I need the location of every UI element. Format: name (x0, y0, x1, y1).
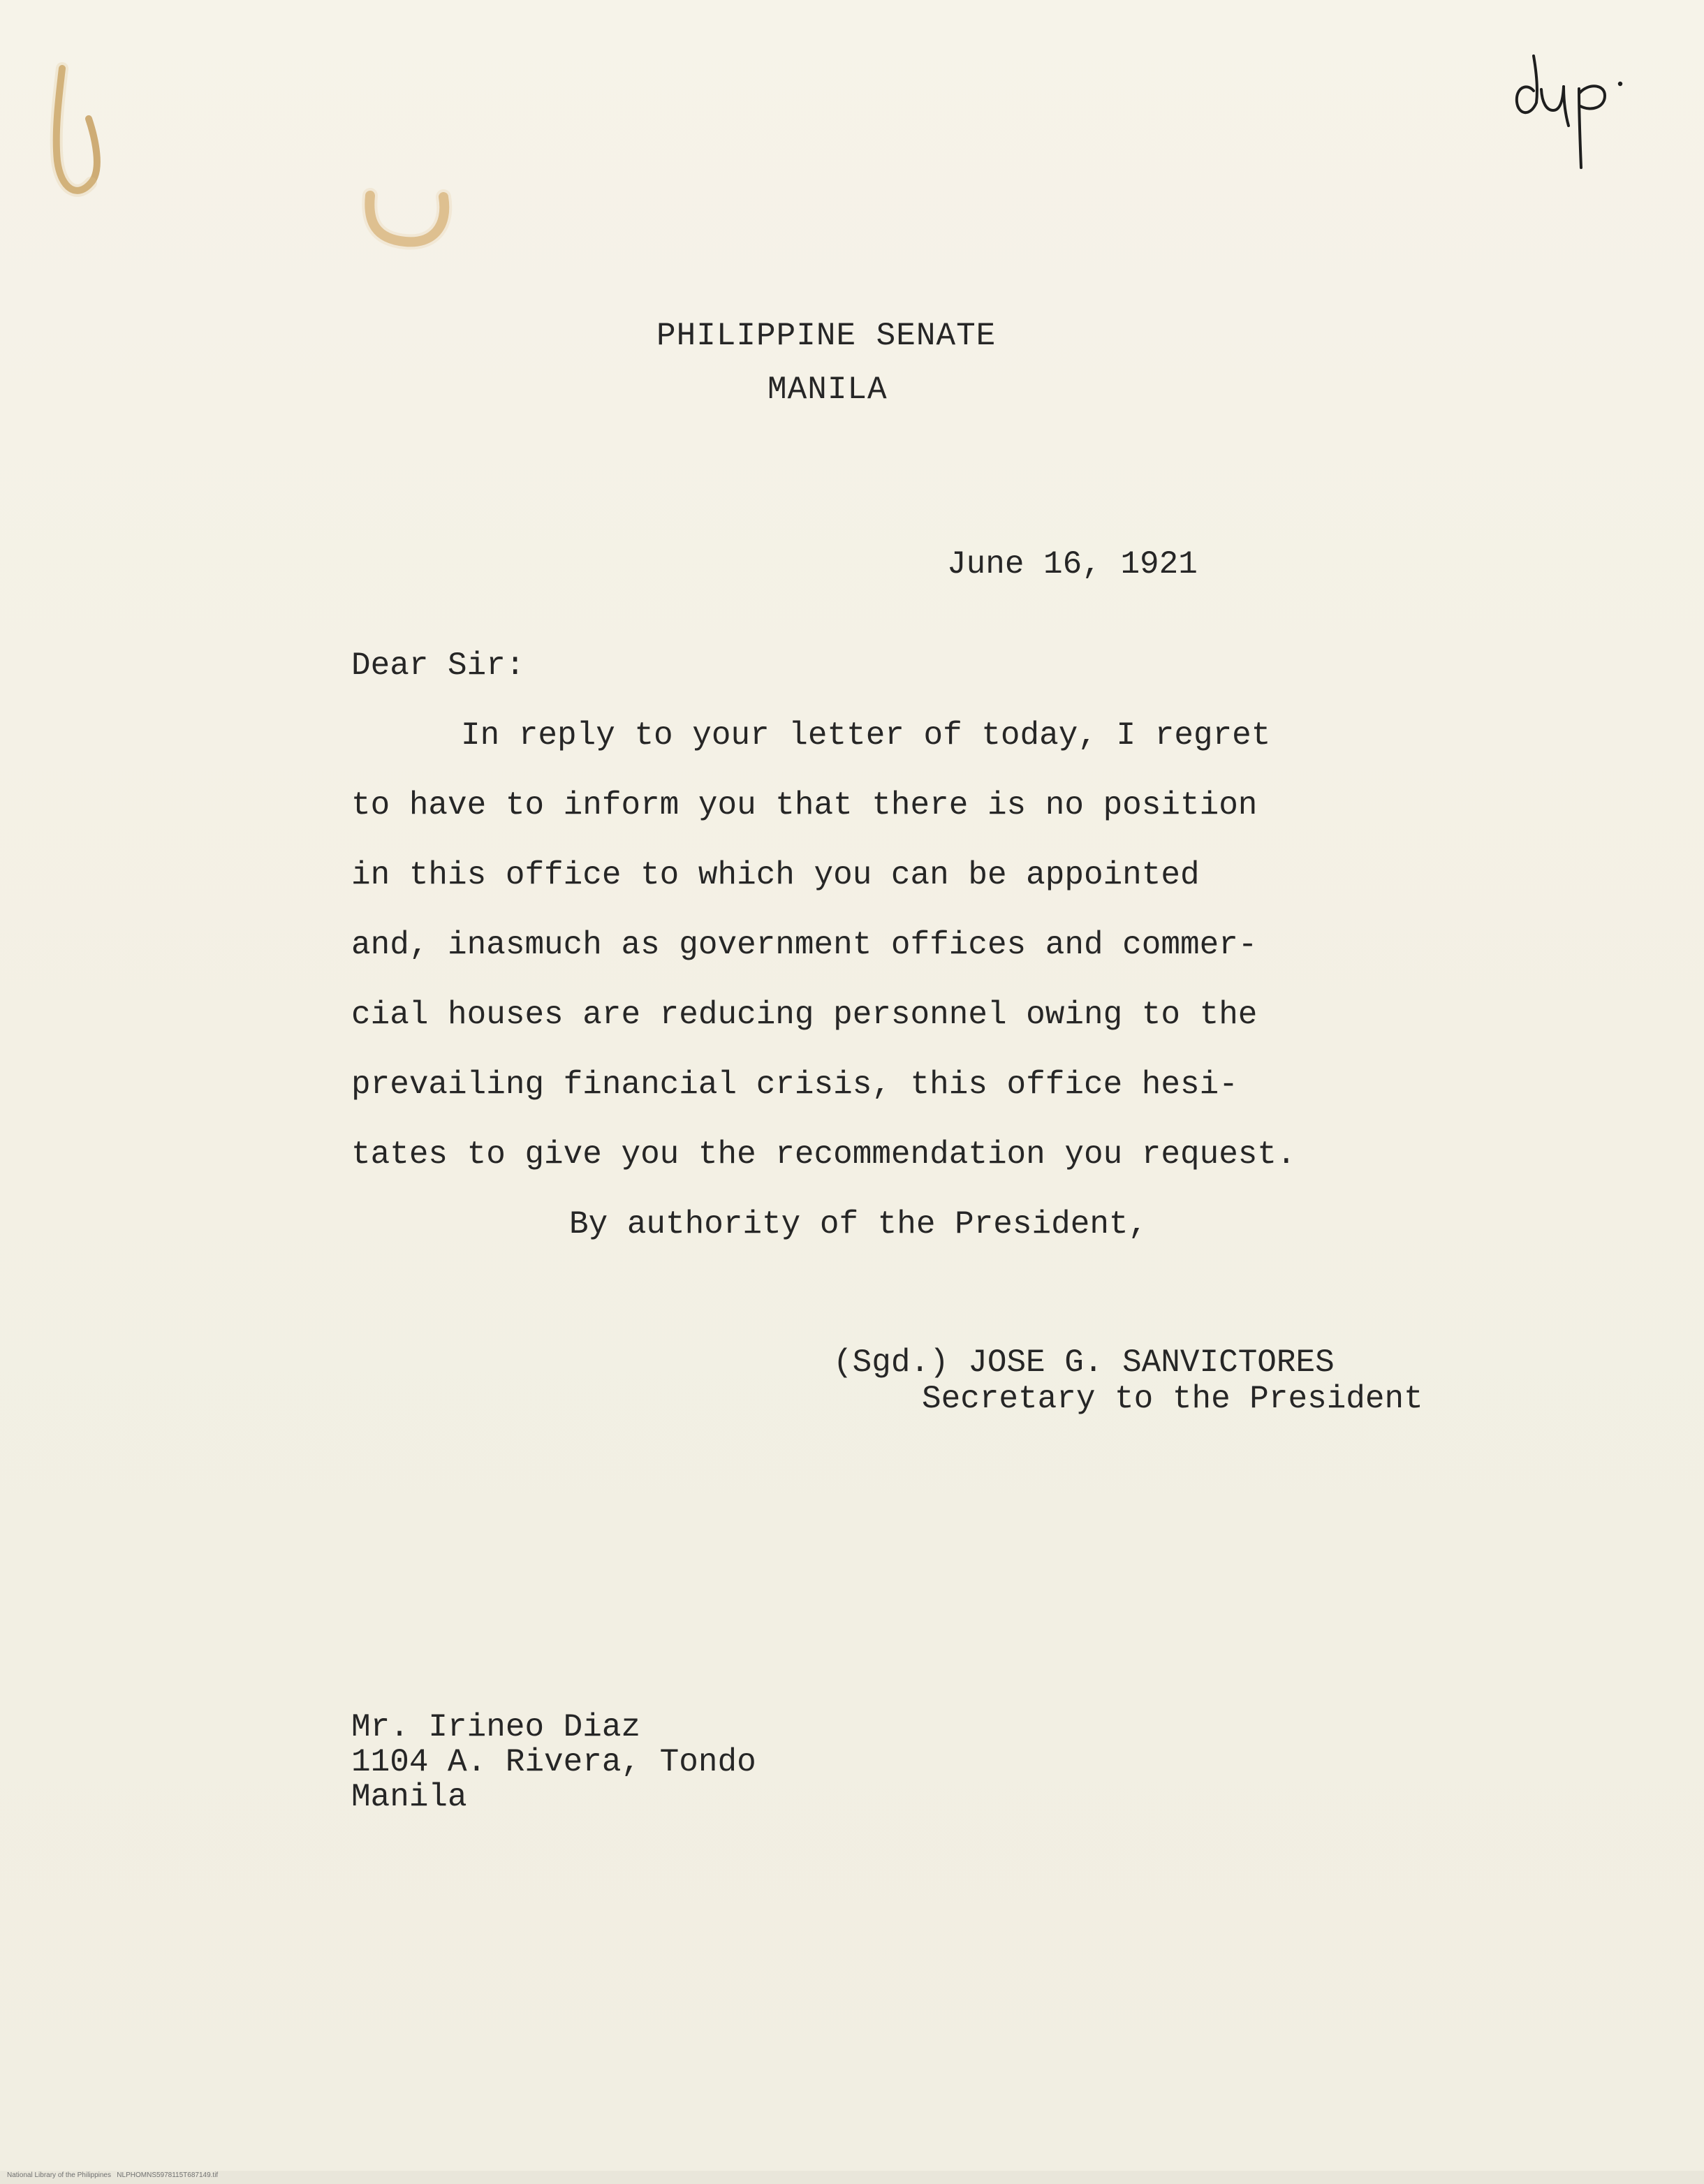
scan-footer-text: National Library of the Philippines NLPHOMNS5978115T687149.tif (7, 2171, 219, 2179)
letterhead-city: MANILA (767, 372, 888, 408)
letter-date: June 16, 1921 (947, 546, 1198, 582)
body-line-6: prevailing financial crisis, this office hesi- (351, 1067, 1238, 1103)
body-line-7: tates to give you the recommendation you request. (351, 1136, 1296, 1173)
body-line-2: to have to inform you that there is no position (351, 787, 1258, 823)
paperclip-stain (42, 56, 475, 265)
handwritten-note (1508, 49, 1634, 175)
signature-name: (Sgd.) JOSE G. SANVICTORES (833, 1344, 1335, 1381)
signature-title: Secretary to the President (922, 1381, 1423, 1417)
body-line-5: cial houses are reducing personnel owing to the (351, 997, 1258, 1033)
closing-line: By authority of the President, (569, 1206, 1148, 1243)
recipient-name: Mr. Irineo Diaz (351, 1709, 641, 1745)
recipient-city: Manila (351, 1779, 467, 1815)
body-line-1: In reply to your letter of today, I regret (461, 717, 1271, 754)
recipient-street: 1104 A. Rivera, Tondo (351, 1744, 756, 1780)
salutation: Dear Sir: (351, 647, 525, 684)
letterhead-title: PHILIPPINE SENATE (656, 318, 997, 354)
body-line-4: and, inasmuch as government offices and commer- (351, 927, 1258, 963)
body-line-3: in this office to which you can be appointed (351, 857, 1200, 893)
scan-footer-strip (0, 2171, 1704, 2184)
